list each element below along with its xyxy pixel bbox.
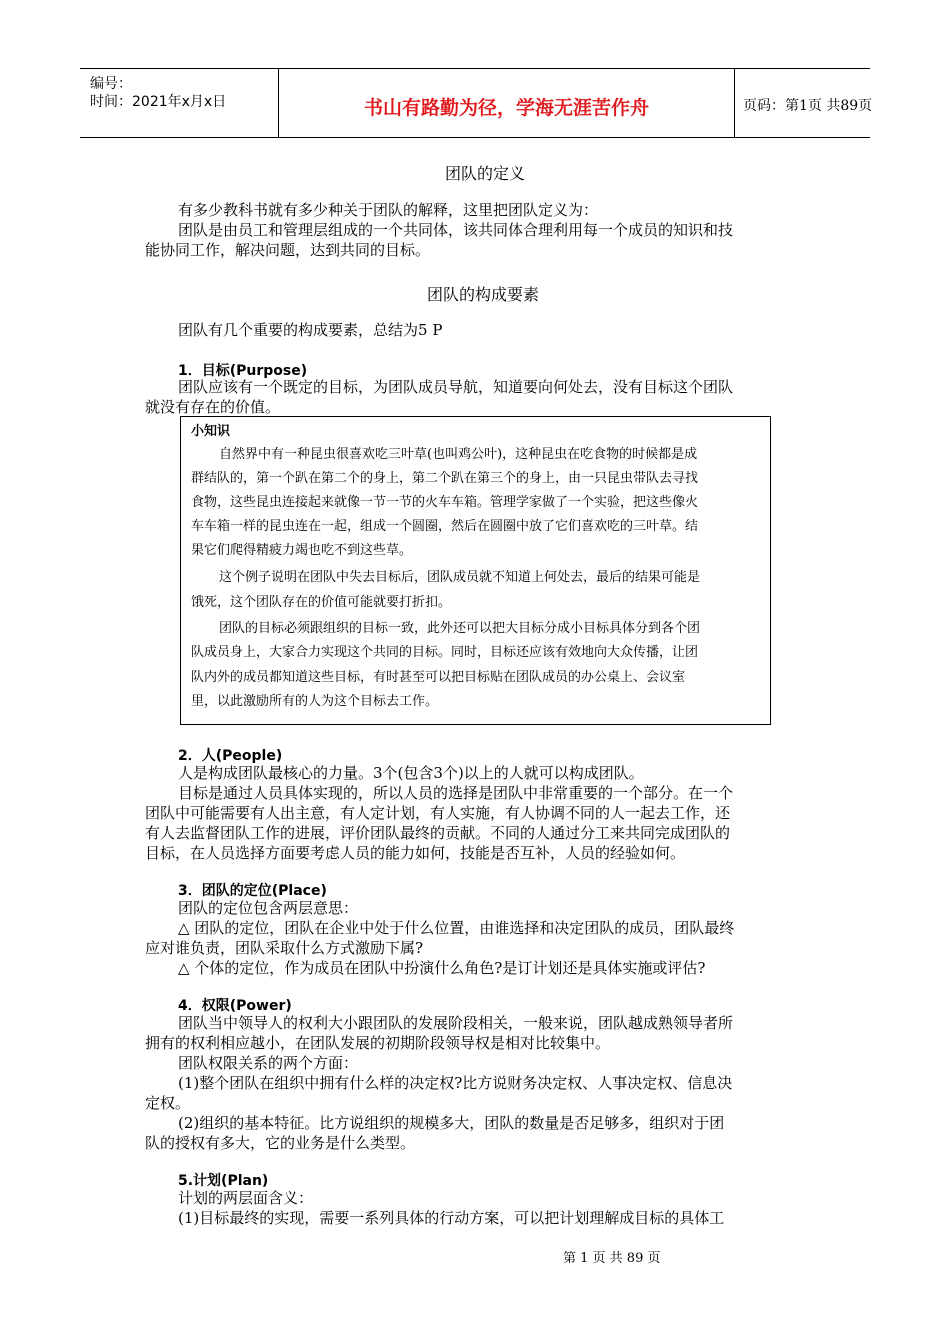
knowledge-line: 车车箱一样的昆虫连在一起，组成一个圆圈，然后在圆圈中放了它们喜欢吃的三叶草。结 [191,519,699,534]
page-header [80,68,873,138]
paragraph-line: 能协同工作，解决问题，达到共同的目标。 [145,241,431,259]
knowledge-line: 团队的目标必须跟组织的目标一致，此外还可以把大目标分成小目标具体分到各个团 [219,621,701,636]
paragraph-line: 队的授权有多大，它的业务是什么类型。 [145,1134,416,1152]
subheading-place: 3．团队的定位(Place) [178,883,327,899]
paragraph-line: 有多少教科书就有多少种关于团队的解释，这里把团队定义为： [178,201,599,219]
subheading-people: 2．人(People) [178,748,283,764]
paragraph-line: 定权。 [145,1094,191,1112]
knowledge-line: 群结队的，第一个趴在第二个的身上，第二个趴在第三个的身上，由一只昆虫带队去寻找 [191,471,699,486]
knowledge-box-title: 小知识 [191,424,231,439]
knowledge-box [180,416,771,725]
knowledge-line: 饿死，这个团队存在的价值可能就要打折扣。 [191,595,452,610]
paragraph-line: 团队权限关系的两个方面： [178,1054,359,1072]
knowledge-line: 这个例子说明在团队中失去目标后，团队成员就不知道上何处去，最后的结果可能是 [219,570,701,585]
paragraph-line: 团队有几个重要的构成要素，总结为5 P [178,321,443,339]
paragraph-line: 计划的两层面含义： [178,1189,314,1207]
paragraph-line: 应对谁负责，团队采取什么方式激励下属? [145,939,424,957]
paragraph-line: 团队的定位包含两层意思： [178,899,359,917]
header-motto-cell [279,69,735,137]
paragraph-line: 拥有的权利相应越小，在团队发展的初期阶段领导权是相对比较集中。 [145,1034,611,1052]
paragraph-line: 目标是通过人员具体实现的，所以人员的选择是团队中非常重要的一个部分。在一个 [178,784,734,802]
subheading-power: 4．权限(Power) [178,998,292,1014]
subheading-plan: 5.计划(Plan) [178,1173,269,1189]
header-meta-cell [80,69,279,137]
knowledge-line: 果它们爬得精疲力竭也吃不到这些草。 [191,543,413,558]
knowledge-line: 食物，这些昆虫连接起来就像一节一节的火车车箱。管理学家做了一个实验，把这些像火 [191,495,699,510]
paragraph-line: △ 团队的定位，团队在企业中处于什么位置，由谁选择和决定团队的成员，团队最终 [178,919,735,937]
section-title-team-elements: 团队的构成要素 [427,285,540,304]
paragraph-line: 就没有存在的价值。 [145,398,281,416]
paragraph-line: 团队中可能需要有人出主意，有人定计划，有人实施，有人协调不同的人一起去工作，还 [145,804,731,822]
paragraph-line: 人是构成团队最核心的力量。3个(包含3个)以上的人就可以构成团队。 [178,764,644,782]
header-motto: 书山有路勤为径，学海无涯苦作舟 [363,97,649,119]
paragraph-line: △ 个体的定位，作为成员在团队中扮演什么角色?是订计划还是具体实施或评估? [178,959,706,977]
paragraph-line: 团队应该有一个既定的目标，为团队成员导航，知道要向何处去，没有目标这个团队 [178,378,734,396]
knowledge-line: 队内外的成员都知道这些目标，有时甚至可以把目标贴在团队成员的办公桌上、会议室 [191,670,686,685]
knowledge-line: 队成员身上，大家合力实现这个共同的目标。同时，目标还应该有效地向大众传播，让团 [191,645,699,660]
document-number-label: 编号： [90,76,132,92]
header-page-cell [735,69,873,137]
knowledge-line: 里，以此激励所有的人为这个目标去工作。 [191,694,439,709]
paragraph-line: 团队当中领导人的权利大小跟团队的发展阶段相关，一般来说，团队越成熟领导者所 [178,1014,734,1032]
header-page-info: 页码：第1页 共89页 [743,98,873,114]
paragraph-line: 团队是由员工和管理层组成的一个共同体，该共同体合理利用每一个成员的知识和技 [178,221,734,239]
document-date-label: 时间：2021年x月x日 [90,94,227,110]
subheading-purpose: 1．目标(Purpose) [178,363,308,379]
paragraph-line: 目标，在人员选择方面要考虑人员的能力如何，技能是否互补，人员的经验如何。 [145,844,686,862]
paragraph-line: (1)目标最终的实现，需要一系列具体的行动方案，可以把计划理解成目标的具体工 [178,1209,725,1227]
paragraph-line: 有人去监督团队工作的进展，评价团队最终的贡献。不同的人通过分工来共同完成团队的 [145,824,731,842]
knowledge-line: 自然界中有一种昆虫很喜欢吃三叶草(也叫鸡公叶)，这种昆虫在吃食物的时候都是成 [219,447,698,462]
page-footer: 第 1 页 共 89 页 [563,1251,661,1266]
section-title-team-definition: 团队的定义 [445,164,526,183]
paragraph-line: (2)组织的基本特征。比方说组织的规模多大，团队的数量是否足够多，组织对于团 [178,1114,725,1132]
paragraph-line: (1)整个团队在组织中拥有什么样的决定权?比方说财务决定权、人事决定权、信息决 [178,1074,733,1092]
